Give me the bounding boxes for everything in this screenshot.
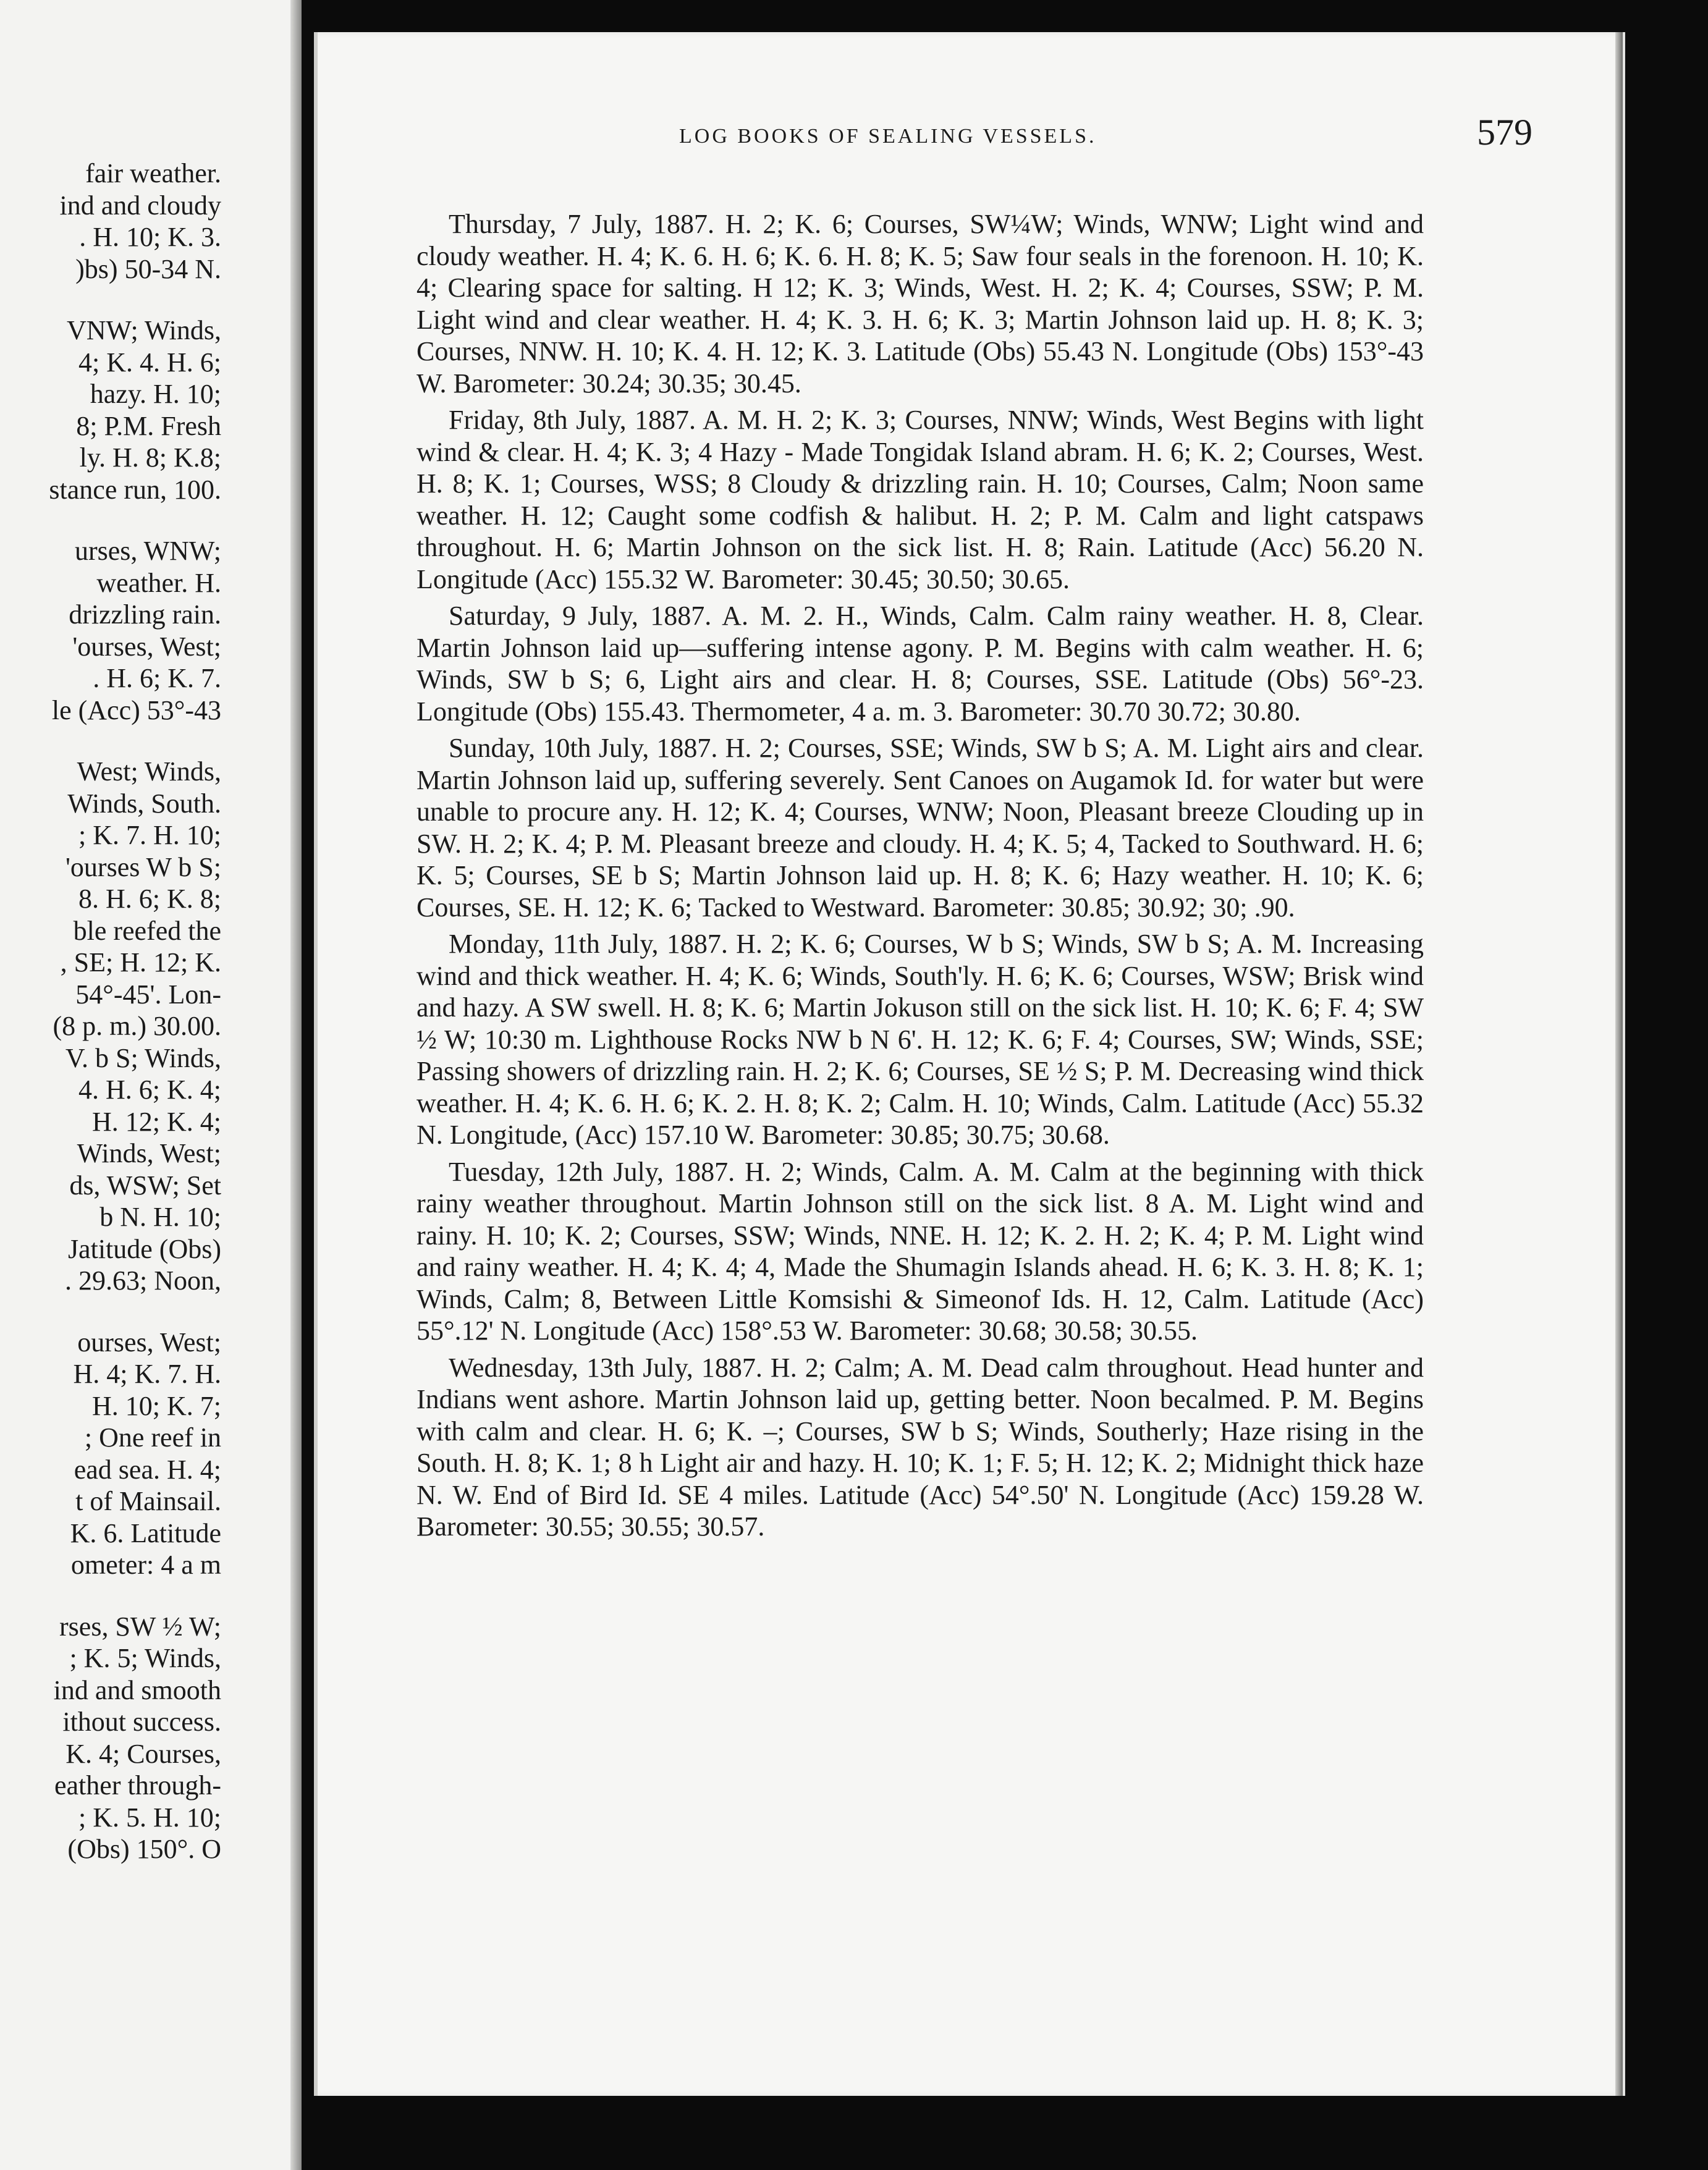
previous-page-line: ead sea. H. 4; xyxy=(74,1454,221,1485)
previous-page-line: le (Acc) 53°-43 xyxy=(51,694,221,725)
previous-page-line: . H. 6; K. 7. xyxy=(93,663,221,693)
log-entries xyxy=(416,208,1424,1548)
previous-page-line: ind and cloudy xyxy=(59,190,221,221)
previous-page-line: 8. H. 6; K. 8; xyxy=(78,884,221,914)
previous-page-line: 'ourses W b S; xyxy=(66,851,221,882)
previous-page-line: Winds, West; xyxy=(77,1138,221,1168)
book-page xyxy=(314,32,1625,2096)
previous-page-line: 54°-45'. Lon- xyxy=(75,979,221,1010)
previous-page-line: fair weather. xyxy=(85,158,221,188)
previous-page-line: ; K. 5. H. 10; xyxy=(78,1802,221,1833)
log-entry-sunday: Sunday, 10th July, 1887. H. 2; Courses, SSE; Winds, SW b S; A. M. Light airs and clear. Martin Johnson laid up, suffering severely. Sent Canoes on Augamok Id. for water but were unable to procure any. H. 12; K. 4; Courses, WNW; Noon, Pleasant breeze Clouding up in SW. H. 2; K. 4; P. M. Pleasant breeze and cloudy. H. 4; K. 5; 4, Tacked to Southward. H. 6; K. 5; Courses, SE b S; Martin Johnson laid up. H. 8; K. 6; Hazy weather. H. 10; K. 6; Courses, SE. H. 12; K. 6; Tacked to Westward. Barometer: 30.85; 30.92; 30; .90. xyxy=(416,733,1424,922)
previous-page-gap xyxy=(49,726,221,756)
previous-page-text xyxy=(49,158,221,1865)
previous-page-line: weather. H. xyxy=(96,567,221,598)
previous-page-line: 4. H. 6; K. 4; xyxy=(78,1074,221,1105)
previous-page-line: . 29.63; Noon, xyxy=(65,1265,221,1296)
previous-page-line: drizzling rain. xyxy=(69,599,221,630)
previous-page-line: Jatitude (Obs) xyxy=(67,1233,221,1264)
previous-page-line: H. 10; K. 7; xyxy=(92,1390,221,1421)
running-head: LOG BOOKS OF SEALING VESSELS. xyxy=(679,125,1097,148)
previous-page-line: ly. H. 8; K.8; xyxy=(79,442,221,473)
previous-page-line: VNW; Winds, xyxy=(67,315,221,345)
previous-page-line: 8; P.M. Fresh xyxy=(76,410,221,441)
previous-page-line: ; One reef in xyxy=(84,1422,221,1453)
previous-page-line: (8 p. m.) 30.00. xyxy=(53,1011,221,1041)
previous-page-line: K. 6. Latitude xyxy=(70,1518,221,1548)
previous-page-line: . H. 10; K. 3. xyxy=(79,222,221,252)
previous-page-line: K. 4; Courses, xyxy=(66,1738,221,1769)
log-entry-wednesday: Wednesday, 13th July, 1887. H. 2; Calm; A. M. Dead calm throughout. Head hunter and Indians went ashore. Martin Johnson laid up, getting better. Noon becalmed. P. M. Begins with calm and clear. H. 6; K. –; Courses, SW b S; Winds, Southerly; Haze rising in the South. H. 8; K. 1; 8 h Light air and hazy. H. 10; K. 1; F. 5; H. 12; K. 2; Midnight thick haze N. W. End of Bird Id. SE 4 miles. Latitude (Acc) 54°.50' N. Longitude (Acc) 159.28 W. Barometer: 30.55; 30.55; 30.57. xyxy=(416,1352,1424,1542)
previous-page-line: ; K. 7. H. 10; xyxy=(78,820,221,850)
page-fold xyxy=(290,0,302,2170)
log-entry-thursday: Thursday, 7 July, 1887. H. 2; K. 6; Courses, SW¼W; Winds, WNW; Light wind and cloudy weather. H. 4; K. 6. H. 6; K. 6. H. 8; K. 5; Saw four seals in the forenoon. H. 10; K. 4; Clearing space for salting. H 12; K. 3; Winds, West. H. 2; K. 4; Courses, SSW; P. M. Light wind and clear weather. H. 4; K. 3. H. 6; K. 3; Martin Johnson laid up. H. 8; K. 3; Courses, NNW. H. 10; K. 4. H. 12; K. 3. Latitude (Obs) 55.43 N. Longitude (Obs) 153°-43 W. Barometer: 30.24; 30.35; 30.45. xyxy=(416,209,1424,399)
log-entry-monday: Monday, 11th July, 1887. H. 2; K. 6; Courses, W b S; Winds, SW b S; A. M. Increasing wind and thick weather. H. 4; K. 6; Winds, South'ly. H. 6; K. 6; Courses, WSW; Brisk wind and hazy. A SW swell. H. 8; K. 6; Martin Jokuson still on the sick list. H. 10; K. 6; F. 4; SW ½ W; 10:30 m. Lighthouse Rocks NW b N 6'. H. 12; K. 6; F. 4; Courses, SW; Winds, SSE; Passing showers of drizzling rain. H. 2; K. 6; Courses, SE ½ S; P. M. Decreasing wind thick weather. H. 4; K. 6. H. 6; K. 2. H. 8; K. 2; Calm. H. 10; Winds, Calm. Latitude (Acc) 55.32 N. Longitude, (Acc) 157.10 W. Barometer: 30.85; 30.75; 30.68. xyxy=(416,929,1424,1150)
previous-page-gap xyxy=(49,1581,221,1611)
log-entry-tuesday: Tuesday, 12th July, 1887. H. 2; Winds, Calm. A. M. Calm at the beginning with thick rainy weather throughout. Martin Johnson still on the sick list. 8 A. M. Light wind and rainy. H. 10; K. 2; Courses, SSW; Winds, NNE. H. 12; K. 2. H. 2; K. 4; P. M. Light wind and rainy weather. H. 4; K. 4; 4, Made the Shumagin Islands ahead. H. 6; K. 3. H. 8; K. 1; Winds, Calm; 8, Between Little Komsishi & Simeonof Ids. H. 12, Calm. Latitude (Acc) 55°.12' N. Longitude (Acc) 158°.53 W. Barometer: 30.68; 30.58; 30.55. xyxy=(416,1156,1424,1346)
previous-page-gap xyxy=(49,505,221,535)
previous-page-line: , SE; H. 12; K. xyxy=(60,947,221,977)
previous-page-line: hazy. H. 10; xyxy=(90,379,221,409)
log-entry-friday: Friday, 8th July, 1887. A. M. H. 2; K. 3; Courses, NNW; Winds, West Begins with light wind & clear. H. 4; K. 3; 4 Hazy - Made Tongidak Island abram. H. 6; K. 2; Courses, West. H. 8; K. 1; Courses, WSS; 8 Cloudy & drizzling rain. H. 10; Courses, Calm; Noon same weather. H. 12; Caught some codfish & halibut. H. 2; P. M. Calm and light catspaws throughout. H. 6; Martin Johnson on the sick list. H. 8; Rain. Latitude (Acc) 56.20 N. Longitude (Acc) 155.32 W. Barometer: 30.45; 30.50; 30.65. xyxy=(416,405,1424,594)
previous-page-line: ind and smooth xyxy=(53,1674,221,1705)
previous-page-gap xyxy=(49,1297,221,1327)
previous-page-line: eather through- xyxy=(54,1770,221,1801)
previous-page xyxy=(0,0,302,2170)
previous-page-line: West; Winds, xyxy=(77,756,221,787)
previous-page-line: Winds, South. xyxy=(67,788,221,819)
previous-page-line: urses, WNW; xyxy=(74,536,221,566)
previous-page-line: t of Mainsail. xyxy=(75,1486,221,1516)
previous-page-gap xyxy=(49,285,221,315)
previous-page-line: H. 12; K. 4; xyxy=(92,1106,221,1137)
previous-page-line: 4; K. 4. H. 6; xyxy=(78,347,221,378)
page-edge xyxy=(1615,32,1623,2096)
previous-page-line: stance run, 100. xyxy=(49,474,221,505)
log-entry-saturday: Saturday, 9 July, 1887. A. M. 2. H., Winds, Calm. Calm rainy weather. H. 8, Clear. Martin Johnson laid up—suffering intense agony. P. M. Begins with calm weather. H. 6; Winds, SW b S; 6, Light airs and clear. H. 8; Courses, SSE. Latitude (Obs) 56°-23. Longitude (Obs) 155.43. Thermometer, 4 a. m. 3. Barometer: 30.70 30.72; 30.80. xyxy=(416,601,1424,727)
previous-page-line: 'ourses, West; xyxy=(72,631,221,662)
previous-page-line: ometer: 4 a m xyxy=(70,1550,221,1580)
previous-page-line: V. b S; Winds, xyxy=(65,1042,221,1073)
previous-page-line: rses, SW ½ W; xyxy=(59,1611,221,1642)
previous-page-line: b N. H. 10; xyxy=(99,1202,221,1232)
previous-page-line: ds, WSW; Set xyxy=(69,1170,221,1201)
previous-page-line: ithout success. xyxy=(62,1707,221,1737)
previous-page-line: ble reefed the xyxy=(73,915,221,946)
previous-page-line: H. 4; K. 7. H. xyxy=(73,1359,221,1389)
previous-page-line: ourses, West; xyxy=(77,1327,221,1357)
previous-page-line: (Obs) 150°. O xyxy=(67,1834,221,1864)
previous-page-line: )bs) 50-34 N. xyxy=(75,253,221,284)
previous-page-line: ; K. 5; Winds, xyxy=(69,1643,221,1673)
page-number: 579 xyxy=(1477,112,1533,153)
